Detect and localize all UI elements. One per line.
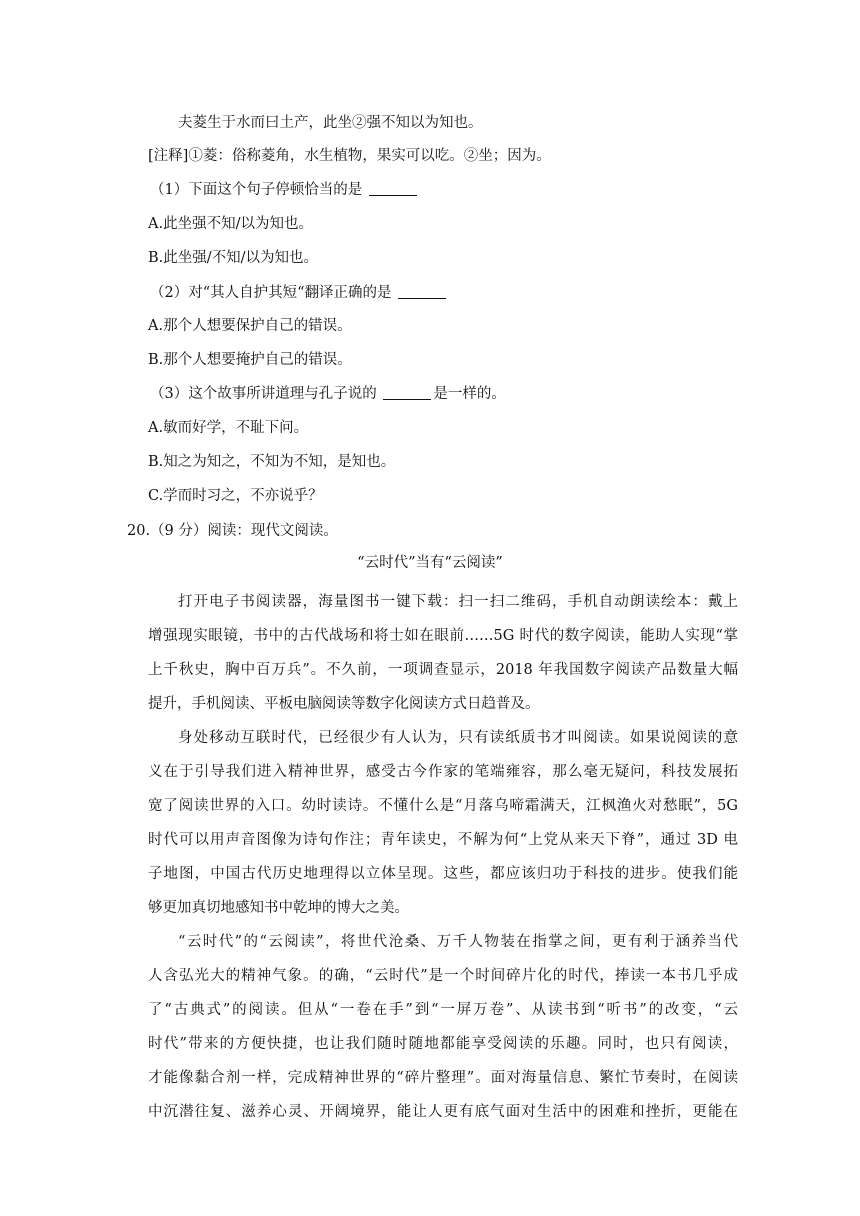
paragraph-3-line: 才能像黏合剂一样，完成精神世界的“碎片整理”。面对海量信息、繁忙节奏时，在阅读: [148, 1070, 738, 1086]
question-3-stem: [150, 384, 506, 404]
answer-blank-1[interactable]: [369, 181, 417, 196]
question-1-text: （1）下面这个句子停顿恰当的是: [150, 182, 363, 198]
paragraph-1-line: 上千秋史，胸中百万兵”。不久前，一项调查显示，2018 年我国数字阅读产品数量大幅: [148, 662, 738, 678]
article-title: “云时代”当有“云阅读”: [357, 555, 503, 571]
question-1-stem: [150, 180, 419, 200]
paragraph-2-line: 身处移动互联时代，已经很少有人认为，只有读纸质书才叫阅读。如果说阅读的意: [178, 730, 738, 746]
paragraph-3-line: “云时代”的“云阅读”，将世代沧桑、万千人物装在指掌之间，更有利于涵养当代: [178, 934, 738, 950]
question-20-heading: 20.（9 分）阅读：现代文阅读。: [127, 523, 338, 539]
paragraph-3-line: 了“古典式”的阅读。但从“一卷在手”到“一屏万卷”、从读书到“听书”的改变，“云: [148, 1002, 738, 1018]
paragraph-2-line: 时代可以用声音图像为诗句作注；青年读史，不解为何“上党从来天下脊”，通过 3D 电: [148, 832, 738, 848]
paragraph-2-line: 义在于引导我们进入精神世界，感受古今作家的笔端雍容，那么毫无疑问，科技发展拓: [148, 764, 738, 780]
answer-blank-3[interactable]: [383, 385, 431, 400]
question-1-option-b: B.此坐强/不知/以为知也。: [148, 250, 319, 266]
question-1-option-a: A.此坐强不知/以为知也。: [148, 216, 313, 232]
paragraph-3-line: 时代”带来的方便快捷，也让我们随时随地都能享受阅读的乐趣。同时，也只有阅读，: [148, 1036, 738, 1052]
question-3-text-after: 是一样的。: [433, 386, 506, 402]
paragraph-3-line: 人含弘光大的精神气象。的确，“云时代”是一个时间碎片化的时代，捧读一本书几乎成: [148, 968, 738, 984]
question-2-stem: [150, 283, 448, 303]
annotation-line: [注释]①菱：俗称菱角，水生植物，果实可以吃。②坐；因为。: [148, 148, 551, 164]
question-2-option-a: A.那个人想要保护自己的错误。: [148, 318, 352, 334]
paragraph-3-line: 中沉潜往复、滋养心灵、开阔境界，能让人更有底气面对生活中的困难和挫折，更能在: [148, 1104, 738, 1120]
paragraph-1-line: 增强现实眼镜，书中的古代战场和将士如在眼前……5G 时代的数字阅读，能助人实现“掌: [148, 628, 738, 644]
question-3-option-b: B.知之为知之，不知为不知，是知也。: [148, 454, 396, 470]
question-2-text: （2）对“其人自护其短“翻译正确的是: [150, 285, 392, 301]
paragraph-1-line: 提升，手机阅读、平板电脑阅读等数字化阅读方式日趋普及。: [148, 696, 540, 712]
paragraph-1-line: 打开电子书阅读器，海量图书一键下载：扫一扫二维码，手机自动朗读绘本：戴上: [178, 594, 738, 610]
paragraph-2-line: 宽了阅读世界的入口。幼时读诗。不懂什么是“月落乌啼霜满天，江枫渔火对愁眠”，5G: [148, 798, 738, 814]
question-3-option-a: A.敏而好学，不耻下问。: [148, 420, 309, 436]
paragraph-2-line: 够更加真切地感知书中乾坤的博大之美。: [148, 900, 409, 916]
question-3-option-c: C.学而时习之，不亦说乎？: [148, 488, 323, 504]
paragraph-2-line: 子地图，中国古代历史地理得以立体呈现。这些，都应该归功于科技的进步。使我们能: [148, 866, 738, 882]
answer-blank-2[interactable]: [398, 284, 446, 299]
text-line: 夫菱生于水而曰土产，此坐②强不知以为知也。: [178, 115, 483, 131]
question-3-text-before: （3）这个故事所讲道理与孔子说的: [150, 386, 377, 402]
question-2-option-b: B.那个人想要掩护自己的错误。: [148, 352, 352, 368]
